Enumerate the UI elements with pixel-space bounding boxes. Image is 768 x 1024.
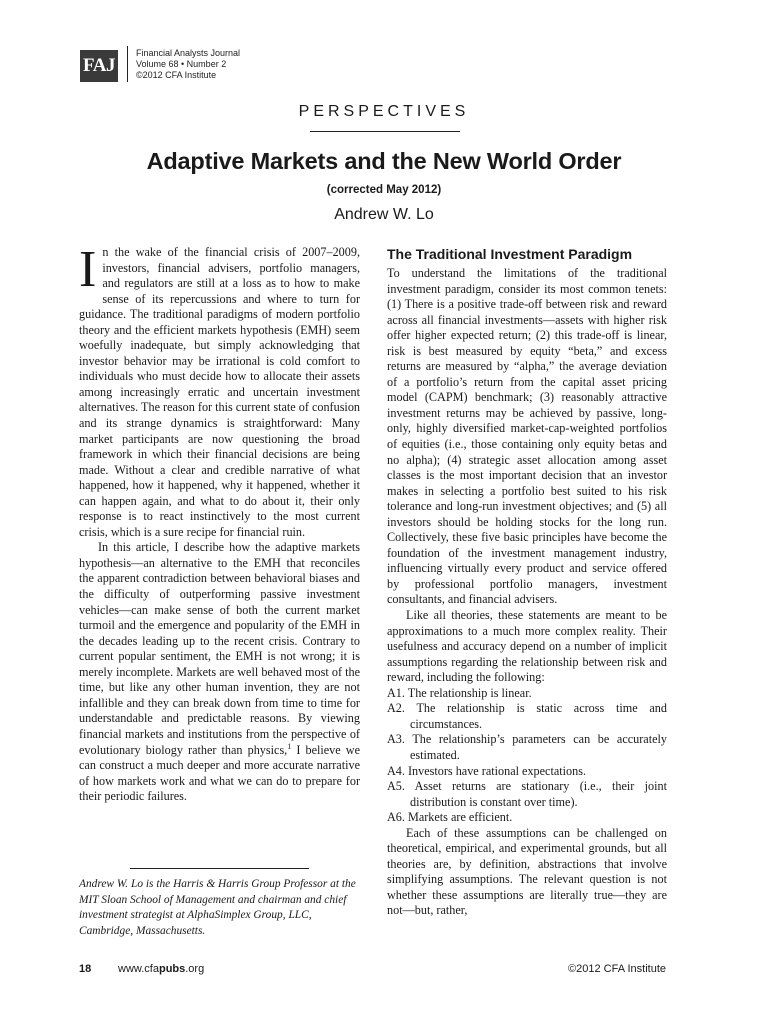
intro-paragraph <box>79 241 361 540</box>
assumption-item: A4. Investors have rational expectations. <box>387 763 586 778</box>
footer-copyright: ©2012 CFA Institute <box>568 963 666 975</box>
drop-cap: I <box>79 241 97 298</box>
assumptions-paragraph: Each of these assumptions can be challenged on theoretical, empirical, and experimental grounds, but all theories are, by definition, abstractions that involve simplifying assumptions. The relevant question is not whether these assumptions are literally true—they are not—but, rather, <box>387 825 667 918</box>
website-link[interactable]: www.cfapubs.org <box>118 963 205 975</box>
author-name: Andrew W. Lo <box>334 206 434 223</box>
paradigm-paragraph: To understand the limitations of the traditional investment paradigm, consider its most common tenets: (1) There is a positive trade-off between risk and reward across all financial investments—assets with higher risk offer higher expected return; (2) this trade-off is linear, risk is best measured by equity “beta,” and excess returns are measured by “alpha,” the average deviation of a portfolio’s return from the capital asset pricing model (CAPM) benchmark; (3) reasonably attractive investment returns may be achieved by passive, long-only, highly diversified market-cap-weighted portfolios of equities (i.e., those containing only equity betas and no alpha); (4) strategic asset allocation among asset classes is the most important decision that an investor makes in selecting a portfolio best suited to his risk tolerance and long-run investment objectives; and (5) all investors should be holding stocks for the long run. Collectively, these five basic principles have become the foundation of the investment management industry, influencing virtually every product and service offered by professional portfolio managers, investment consultants, and financial advisers. <box>387 266 667 607</box>
section-label: PERSPECTIVES <box>298 103 470 120</box>
section-heading: The Traditional Investment Paradigm <box>387 246 633 262</box>
journal-copyright: ©2012 CFA Institute <box>136 70 217 80</box>
assumption-item: A6. Markets are efficient. <box>387 810 513 825</box>
correction-note: (corrected May 2012) <box>326 184 442 196</box>
masthead-divider <box>127 46 128 82</box>
theories-paragraph: Like all theories, these statements are meant to be approximations to a much more complex reality. Their usefulness and accuracy depend on a number of implicit assumptions regarding the relationship between risk and reward, including the following: <box>387 608 667 685</box>
right-column <box>387 245 667 919</box>
journal-name: Financial Analysts Journal <box>136 48 241 58</box>
journal-volume: Volume 68 • Number 2 <box>136 59 227 69</box>
page-number: 18 <box>79 963 92 975</box>
assumption-item: A3. The relationship’s parameters can be accurately estimated. <box>387 732 667 762</box>
left-column <box>79 241 361 805</box>
second-paragraph: In this article, I describe how the adaptive markets hypothesis—an alternative to the EMH that reconciles the apparent contradiction between behavioral biases and the difficulty of outperforming passive investment vehicles—can make sense of both the current market turmoil and the emergence and popularity of the EMH in the decades leading up to the recent crisis. Contrary to current popular sentiment, the EMH is not wrong; it is merely incomplete. Markets are well behaved most of the time, but like any other human invention, they are not infallible and they can break down from time to time for understandable and predictable reasons. By viewing financial markets and institutions from the perspective of evolutionary biology rather than physics,$^1$ I believe we can construct a much deeper and more accurate narrative of how markets work and what we can do to prepare for their periodic failures. <box>79 540 360 804</box>
footnote-ref[interactable]: 1 <box>287 741 292 751</box>
footnote-divider <box>130 868 309 869</box>
author-footnote: Andrew W. Lo is the Harris & Harris Group Professor at the MIT Sloan School of Management and chairman and chief investment strategist at AlphaSimplex Group, LLC, Cambridge, Massachusetts. <box>79 878 356 937</box>
assumption-item: A2. The relationship is static across time and circumstances. <box>387 701 667 731</box>
section-divider <box>310 131 460 132</box>
intro-text: n the wake of the financial crisis of 2007–2009, investors, financial advisers, portfolio managers, and regulators are still at a loss as to how to make sense of its repercussions and where to turn for guidance. The traditional paradigms of modern portfolio theory and the efficient markets hypothesis (EMH) seem woefully inadequate, but simply acknowledging that investor behavior may be irrational is cold comfort to individuals who must decide how to allocate their assets among increasingly erratic and uncertain investment alternatives. The reason for this current state of confusion and its strange dynamics is straightforward: Many market participants are now questioning the broad framework in which their financial decisions are being made. Without a clear and credible narrative of what happened, how it happened, why it happened, whether it can happen again, and what to do about it, their only response is to react instinctively to the most current crisis, which is a sure recipe for financial ruin. <box>79 245 361 539</box>
journal-info <box>136 48 240 81</box>
article-title: Adaptive Markets and the New World Order <box>146 148 622 174</box>
assumption-item: A5. Asset returns are stationary (i.e., their joint distribution is constant over time). <box>387 779 667 809</box>
faj-logo: FAJ <box>80 50 118 82</box>
assumption-item: A1. The relationship is linear. <box>387 685 532 700</box>
